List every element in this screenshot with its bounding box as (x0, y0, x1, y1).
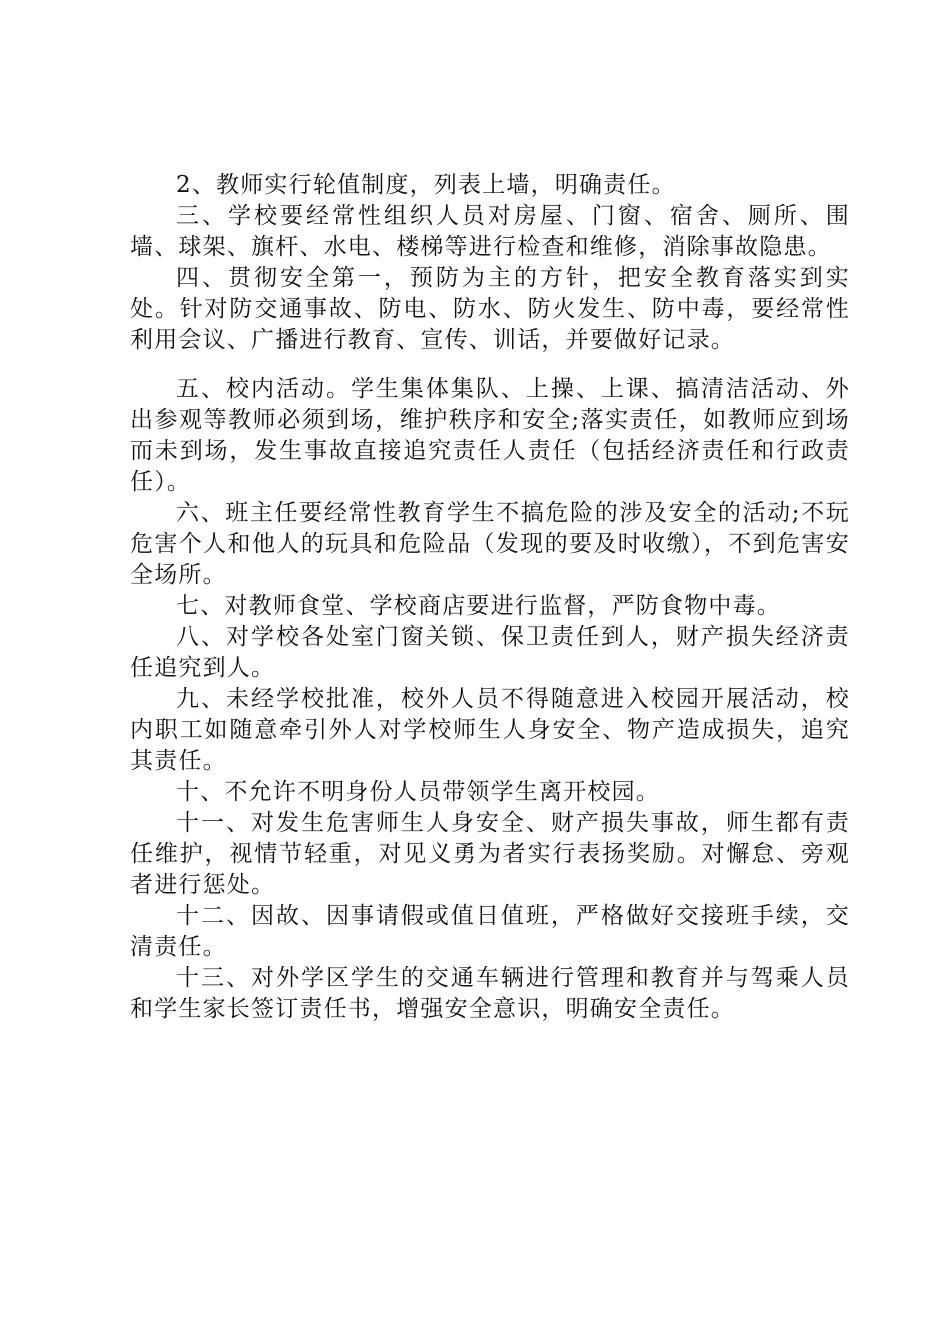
document-body (130, 170, 850, 1025)
paragraph-7-food-safety: 七、对教师食堂、学校商店要进行监督，严防食物中毒。 (176, 593, 781, 619)
paragraph-2-rotation: 2、教师实行轮值制度，列表上墙，明确责任。 (176, 172, 676, 198)
paragraph-10-strangers: 十、不允许不明身份人员带领学生离开校园。 (176, 779, 660, 805)
paragraph-11-incidents: 十一、对发生危害师生人身安全、财产损失事故，师生都有责任维护，视情节轻重，对见义勇为者实行表扬奖励。对懈怠、旁观者进行惩处。 (130, 810, 850, 898)
paragraph-4-safety-education: 四、贯彻安全第一，预防为主的方针，把安全教育落实到实处。针对防交通事故、防电、防水、防火发生、防中毒，要经常性利用会议、广播进行教育、宣传、训话，并要做好记录。 (130, 265, 850, 353)
paragraph-9-visitors: 九、未经学校批准，校外人员不得随意进入校园开展活动，校内职工如随意牵引外人对学校师生人身安全、物产造成损失，追究其责任。 (130, 686, 850, 774)
paragraph-12-handover: 十二、因故、因事请假或值日值班，严格做好交接班手续，交清责任。 (130, 903, 850, 960)
paragraph-gap (130, 356, 850, 374)
paragraph-5-campus-activities: 五、校内活动。学生集体集队、上操、上课、搞清洁活动、外出参观等教师必须到场，维护秩序和安全;落实责任，如教师应到场而未到场，发生事故直接追究责任人责任（包括经济责任和行政责任）。 (130, 376, 850, 495)
paragraph-3-inspection: 三、学校要经常性组织人员对房屋、门窗、宿舍、厕所、围墙、球架、旗杆、水电、楼梯等进行检查和维修，消除事故隐患。 (130, 203, 850, 260)
paragraph-8-security: 八、对学校各处室门窗关锁、保卫责任到人，财产损失经济责任追究到人。 (130, 624, 850, 681)
paragraph-6-class-teacher: 六、班主任要经常性教育学生不搞危险的涉及安全的活动;不玩危害个人和他人的玩具和危险品（发现的要及时收缴），不到危害安全场所。 (130, 500, 850, 588)
paragraph-13-transport: 十三、对外学区学生的交通车辆进行管理和教育并与驾乘人员和学生家长签订责任书，增强安全意识，明确安全责任。 (130, 965, 850, 1022)
